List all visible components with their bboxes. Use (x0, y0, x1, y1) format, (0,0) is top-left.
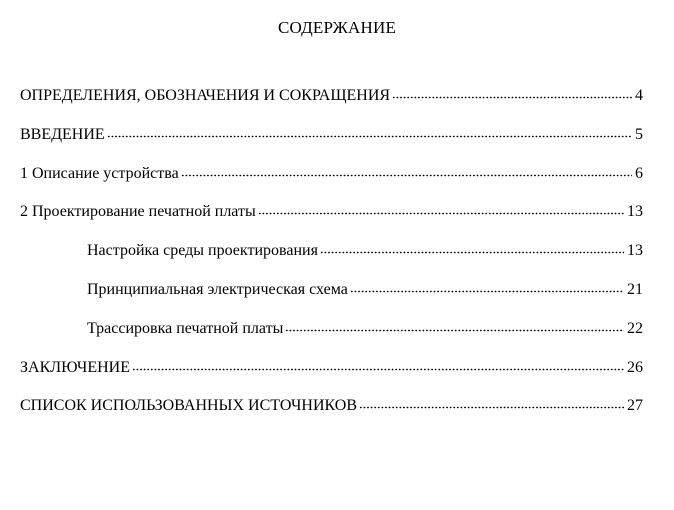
toc-entry[interactable] (20, 394, 643, 433)
toc-subentry[interactable] (20, 278, 643, 317)
toc-entry-page: 13 (627, 203, 643, 221)
toc-subentry[interactable] (20, 239, 643, 278)
toc-entry-label: Принципиальная электрическая схема (87, 280, 348, 298)
toc-entry-page: 4 (635, 87, 643, 104)
toc-entry-page: 27 (627, 397, 643, 415)
table-of-contents (20, 84, 643, 433)
toc-entry-page: 26 (627, 358, 643, 376)
toc-entry-label: Трассировка печатной платы (87, 319, 284, 337)
toc-leader-dots (132, 355, 624, 371)
toc-leader-dots (359, 393, 624, 409)
toc-entry[interactable] (20, 200, 643, 239)
toc-leader-dots (392, 83, 632, 99)
toc-leader-dots (258, 199, 624, 215)
toc-entry-label: ВВЕДЕНИЕ (20, 125, 105, 143)
toc-entry-label: 1 Описание устройства (20, 164, 179, 182)
toc-entry-page: 6 (635, 164, 643, 182)
toc-leader-dots (181, 161, 632, 177)
toc-leader-dots (350, 277, 624, 293)
toc-subentry[interactable] (20, 317, 643, 356)
toc-entry-label: СПИСОК ИСПОЛЬЗОВАННЫХ ИСТОЧНИКОВ (20, 397, 358, 415)
toc-entry-label: 2 Проектирование печатной платы (20, 203, 256, 221)
document-title: СОДЕРЖАНИЕ (277, 18, 397, 37)
toc-entry-label: Настройка среды проектирования (87, 242, 318, 260)
toc-entry-label: ОПРЕДЕЛЕНИЯ, ОБОЗНАЧЕНИЯ И СОКРАЩЕНИЯ (20, 87, 391, 104)
toc-leader-dots (107, 122, 632, 138)
toc-entry-page: 5 (635, 125, 643, 143)
toc-entry-page: 21 (627, 280, 643, 298)
toc-leader-dots (320, 238, 624, 254)
toc-entry[interactable] (20, 123, 643, 162)
toc-entry[interactable] (20, 356, 643, 395)
toc-entry[interactable] (20, 162, 643, 201)
toc-entry-label: ЗАКЛЮЧЕНИЕ (20, 358, 130, 376)
toc-leader-dots (285, 316, 624, 332)
toc-entry-page: 22 (627, 319, 643, 337)
toc-entry-page: 13 (627, 242, 643, 260)
toc-entry[interactable] (20, 84, 643, 123)
